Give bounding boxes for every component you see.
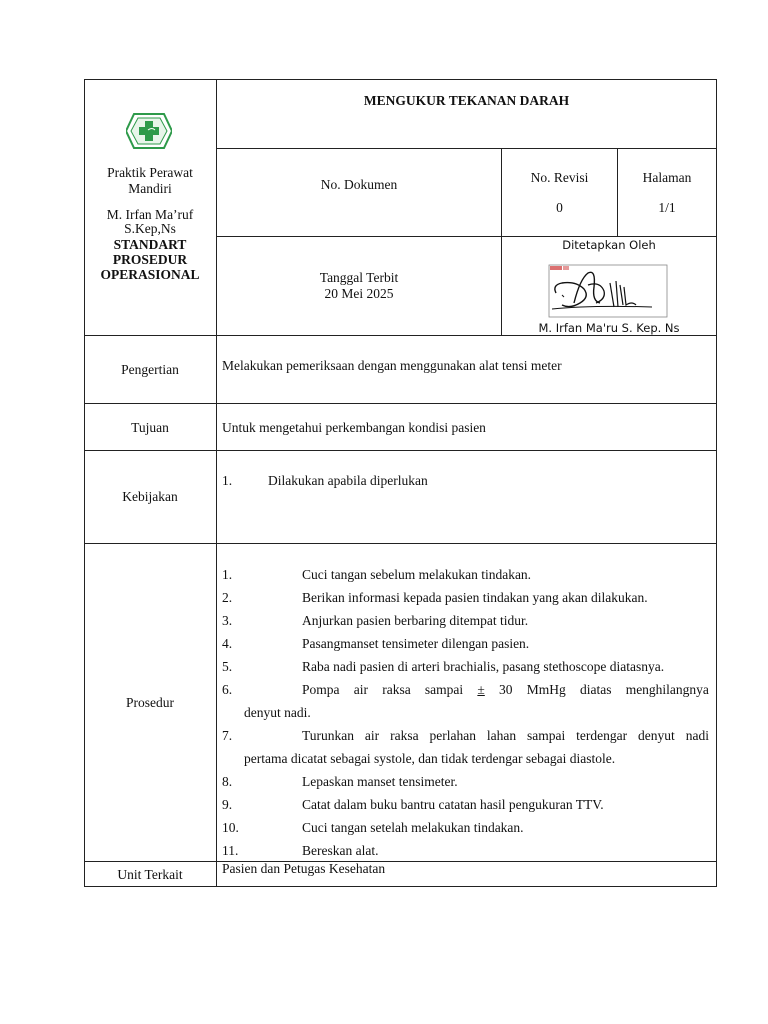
org-line-1: Praktik Perawat: [107, 165, 193, 180]
prosedur-item-text: Cuci tangan sebelum melakukan tindakan.: [302, 567, 532, 582]
plus-minus-symbol: ±: [477, 682, 485, 697]
prosedur-item-text: Bereskan alat.: [302, 843, 379, 858]
prosedur-item-text: Catat dalam buku bantru catatan hasil pengukuran TTV.: [302, 797, 604, 812]
prosedur-item: [222, 724, 709, 747]
pengertian-text: Melakukan pemeriksaan dengan menggunakan alat tensi meter: [222, 358, 562, 373]
prosedur-item-text: [302, 678, 709, 701]
word: raksa: [382, 682, 411, 697]
page-label: Halaman: [642, 170, 692, 185]
kebijakan-item-text: Dilakukan apabila diperlukan: [268, 473, 428, 488]
word: terdengar: [576, 728, 628, 743]
prosedur-item: [222, 563, 709, 586]
table-border-right: [716, 79, 717, 887]
prosedur-item-text: [302, 724, 709, 747]
prosedur-item: [222, 655, 709, 678]
revision-value: 0: [556, 200, 563, 215]
column-divider: [216, 79, 217, 887]
word: perlahan: [429, 728, 476, 743]
prosedur-item-text: Lepaskan manset tensimeter.: [302, 774, 458, 789]
table-border-left: [84, 79, 85, 887]
approved-by-label: Ditetapkan Oleh: [562, 238, 656, 252]
prosedur-item-text: Berikan informasi kepada pasien tindakan yang akan dilakukan.: [302, 590, 648, 605]
prosedur-item: [222, 678, 709, 701]
kebijakan-label: Kebijakan: [122, 489, 178, 504]
continuation-text: pertama dicatat sebagai systole, dan tidak terdengar sebagai diastole.: [244, 751, 616, 766]
prosedur-item-number: 10.: [222, 820, 239, 835]
page-value: 1/1: [658, 200, 676, 215]
word: 30: [499, 682, 513, 697]
prosedur-item-number: 9.: [222, 797, 233, 812]
issue-date-label: Tanggal Terbit: [319, 270, 399, 285]
unit-terkait-text: Pasien dan Petugas Kesehatan: [222, 861, 386, 876]
kebijakan-item-number: 1.: [222, 473, 233, 488]
doc-number-label: No. Dokumen: [320, 177, 398, 192]
owner-line-1: M. Irfan Ma’ruf: [106, 207, 194, 222]
word: menghilangnya: [625, 682, 709, 697]
revision-label: No. Revisi: [530, 170, 589, 185]
prosedur-label: Prosedur: [126, 695, 174, 710]
header-vline-2: [617, 148, 618, 237]
prosedur-item-continuation: [222, 747, 709, 770]
word: nadi: [685, 728, 709, 743]
org-line-2: Mandiri: [128, 181, 172, 196]
word: lahan: [486, 728, 517, 743]
prosedur-item-number: 2.: [222, 590, 233, 605]
prosedur-item: [222, 793, 709, 816]
word: MmHg: [526, 682, 566, 697]
prosedur-item-number: 1.: [222, 567, 233, 582]
tujuan-text: Untuk mengetahui perkembangan kondisi pasien: [222, 420, 486, 435]
prosedur-item: [222, 816, 709, 839]
word: denyut: [638, 728, 675, 743]
pengertian-label: Pengertian: [121, 362, 179, 377]
prosedur-list: [222, 563, 709, 861]
prosedur-item-number: 8.: [222, 774, 233, 789]
approved-by-name: M. Irfan Ma'ru S. Kep. Ns: [538, 321, 680, 335]
sop-line-3: OPERASIONAL: [100, 267, 200, 282]
prosedur-item-number: 4.: [222, 636, 233, 651]
prosedur-item-text: Anjurkan pasien berbaring ditempat tidur.: [302, 613, 529, 628]
word: sampai: [527, 728, 566, 743]
health-cross-logo-icon: [126, 112, 172, 150]
word: diatas: [579, 682, 612, 697]
prosedur-item-number: 7.: [222, 728, 233, 743]
org-name: [86, 165, 214, 197]
prosedur-item: [222, 586, 709, 609]
logo: [126, 112, 172, 150]
prosedur-item-text: Pasangmanset tensimeter dilengan pasien.: [302, 636, 530, 651]
prosedur-item-number: 3.: [222, 613, 233, 628]
header-divider-1: [216, 148, 717, 149]
row-divider-3: [84, 543, 717, 544]
prosedur-item-number: 11.: [222, 843, 239, 858]
prosedur-item: [222, 609, 709, 632]
prosedur-item-number: 6.: [222, 682, 233, 697]
word: air: [364, 728, 380, 743]
prosedur-item: [222, 770, 709, 793]
row-divider-2: [84, 450, 717, 451]
prosedur-item-text: Cuci tangan setelah melakukan tindakan.: [302, 820, 524, 835]
word: sampai: [424, 682, 464, 697]
prosedur-item: [222, 632, 709, 655]
word: Pompa: [302, 682, 340, 697]
signature-drawing: [548, 263, 670, 319]
prosedur-item-number: 5.: [222, 659, 233, 674]
continuation-text: denyut nadi.: [244, 705, 311, 720]
owner-name: [86, 208, 214, 236]
table-border-top: [84, 79, 717, 80]
sop-label: [86, 237, 214, 282]
issue-date-value: 20 Mei 2025: [324, 286, 394, 301]
unit-terkait-label: Unit Terkait: [117, 867, 183, 882]
sop-line-1: STANDART: [113, 237, 187, 252]
signature-image: [548, 263, 670, 319]
document-title: MENGUKUR TEKANAN DARAH: [363, 93, 570, 108]
word: Turunkan: [302, 728, 355, 743]
table-border-bottom: [84, 886, 717, 887]
prosedur-item-continuation: [222, 701, 709, 724]
row-divider-1: [84, 403, 717, 404]
owner-line-2: S.Kep,Ns: [124, 221, 176, 236]
word: raksa: [390, 728, 419, 743]
word: air: [353, 682, 368, 697]
prosedur-item: [222, 839, 709, 862]
tujuan-label: Tujuan: [131, 420, 169, 435]
issue-date-block: [217, 270, 501, 302]
prosedur-item-text: Raba nadi pasien di arteri brachialis, pasang stethoscope diatasnya.: [302, 659, 665, 674]
sop-line-2: PROSEDUR: [112, 252, 188, 267]
